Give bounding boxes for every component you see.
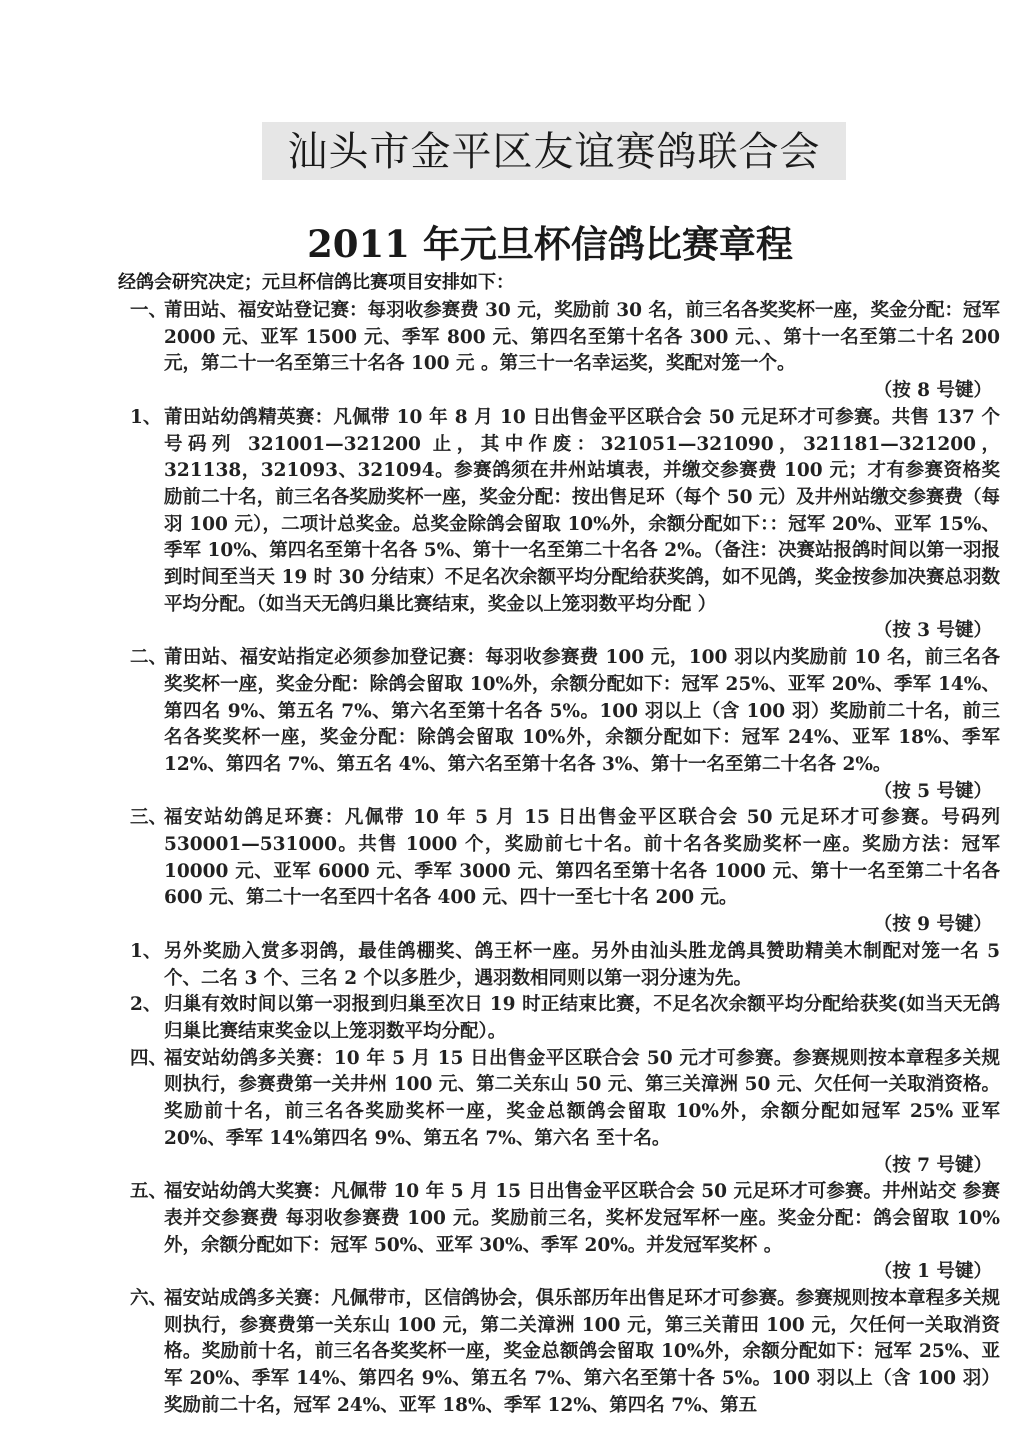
section-marker: 一、 [130,300,168,321]
key-note: （按 5 号键） [873,780,992,802]
key-note: （按 7 号键） [873,1154,992,1176]
section-text: 福安站成鸽多关赛：凡佩带市，区信鸽协会，俱乐部历年出售足环才可参赛。参赛规则按本章程多关规则执行，参赛费第一关东山 100 元，第二关漳洲 100 元，第三关莆田 100 元，欠任何一关取消资格。奖励前十名，前三名各奖奖杯一座，奖金总额鸽会留取 10%外，余额分配如下：冠军 25%、亚军 20%、季军 14%、第四名 9%、第五名 7%、第六名至第十各 5%。100 羽以上（含 100 羽）奖励前二十名，冠军 24%、亚军 18%、季军 12%、第四名 7%、第五 [164,1288,1000,1416]
section-text: 莆田站幼鸽精英赛：凡佩带 10 年 8 月 10 日出售金平区联合会 50 元足环才可参赛。共售 137 个号码列 321001—321200 止，其中作废：321051—321090，321181—321200，321138，321093、321094。参赛鸽须在井州站填表，并缴交参赛费 100 元；才有参赛资格奖励前二十名，前三名各奖励奖杯一座，奖金分配：按出售足环（每个 50 元）及井州站缴交参赛费（每羽 100 元），二项计总奖金。总奖金除鸽会留取 10%外，余额分配如下：：冠军 20%、亚军 15%、季军 10%、第四名至第十名各 5%、第十一名至第二十名各 2%。（备注：决赛站报鸽时间以第一羽报到时间至当天 19 时 30 分结束）不足名次余额平均分配给获奖鸽，如不见鸽，奖金按参加决赛总羽数平均分配。（如当天无鸽归巢比赛结束，奖金以上笼羽数平均分配 ） [164,406,1000,615]
section-1 [130,298,1000,405]
section-marker: 二、 [130,647,168,669]
section-3-1 [130,939,1000,992]
section-2 [130,645,1000,805]
section-4 [130,1046,1000,1180]
section-3 [130,805,1000,939]
section-text: 福安站幼鸽多关赛：10 年 5 月 15 日出售金平区联合会 50 元才可参赛。参赛规则按本章程多关规则执行，参赛费第一关井州 100 元、第二关东山 50 元、第三关漳洲 50 元、欠任何一关取消资格。奖励前十名，前三名各奖励奖杯一座，奖金总额鸽会留取 10%外，余额分配如冠军 25% 亚军 20%、季军 14%第四名 9%、第五名 7%、第六名 至十名。 [164,1047,1000,1149]
section-marker: 三、 [130,807,168,829]
key-note: （按 9 号键） [873,914,992,936]
intro-text: 经鸽会研究决定；元旦杯信鸽比赛项目安排如下： [118,272,514,293]
section-marker: 1、 [130,406,162,428]
section-text: 福安站幼鸽大奖赛：凡佩带 10 年 5 月 15 日出售金平区联合会 50 元足环才可参赛。井州站交 参赛表并交参赛费 每羽收参赛费 100 元。奖励前三名，奖杯发冠军杯一座。奖金分配：鸽会留取 10%外，余额分配如下：冠军 50%、亚军 30%、季军 20%。并发冠军奖杯 。 [164,1181,1000,1256]
section-5 [130,1179,1000,1286]
section-text: 莆田站、福安站登记赛：每羽收参赛费 30 元，奖励前 30 名，前三名各奖奖杯一座，奖金分配：冠军 2000 元、亚军 1500 元、季军 800 元、第四名至第十名各 300 元、、第十一名至第二十名 200 元，第二十一名至第三十名各 100 元 。第三十一名幸运奖，奖配对笼一个。 [164,300,1000,375]
key-note: （按 3 号键） [873,620,992,642]
section-1-1 [130,405,1000,645]
section-marker: 六、 [130,1288,168,1310]
section-6 [130,1286,1000,1420]
section-text: 福安站幼鸽足环赛：凡佩带 10 年 5 月 15 日出售金平区联合会 50 元足环才可参赛。号码列 530001—531000。共售 1000 个，奖励前七十名。前十名各奖励奖杯一座。奖励方法：冠军 10000 元、亚军 6000 元、季军 3000 元、第四名至第十名各 1000 元、第十一名至第二十名各 600 元、第二十一名至四十名各 400 元、四十一至七十名 200 元。 [164,807,1000,909]
regulations-body [130,298,1000,1420]
section-3-2 [130,992,1000,1045]
section-marker: 四、 [130,1047,168,1069]
org-title: 汕头市金平区友谊赛鸽联合会 [287,129,821,175]
section-text: 归巢有效时间以第一羽报到归巢至次日 19 时正结束比赛，不足名次余额平均分配给获奖(如当天无鸽归巢比赛结束奖金以上笼羽数平均分配）。 [164,994,1000,1042]
key-note: （按 1 号键） [873,1261,992,1283]
key-note: （按 8 号键） [873,380,992,402]
doc-title: 2011 年元旦杯信鸽比赛章程 [307,222,793,266]
section-marker: 2、 [130,994,162,1016]
section-text: 莆田站、福安站指定必须参加登记赛：每羽收参赛费 100 元，100 羽以内奖励前 10 名，前三名各奖奖杯一座，奖金分配：除鸽会留取 10%外，余额分配如下：冠军 25%、亚军 20%、季军 14%、第四名 9%、第五名 7%、第六名至第十名各 5%。100 羽以上（含 100 羽）奖励前二十名，前三名各奖奖杯一座，奖金分配：除鸽会留取 10%外，余额分配如下：冠军 24%、亚军 18%、季军 12%、第四名 7%、第五名 4%、第六名至第十名各 3%、第十一名至第二十名各 2%。 [164,647,1000,775]
section-marker: 五、 [130,1181,168,1203]
section-text: 另外奖励入赏多羽鸽，最佳鸽棚奖、鸽王杯一座。另外由汕头胜龙鸽具赞助精美木制配对笼一名 5 个、二名 3 个、三名 2 个以多胜少，遇羽数相同则以第一羽分速为先。 [164,940,1000,989]
section-marker: 1、 [130,940,162,962]
